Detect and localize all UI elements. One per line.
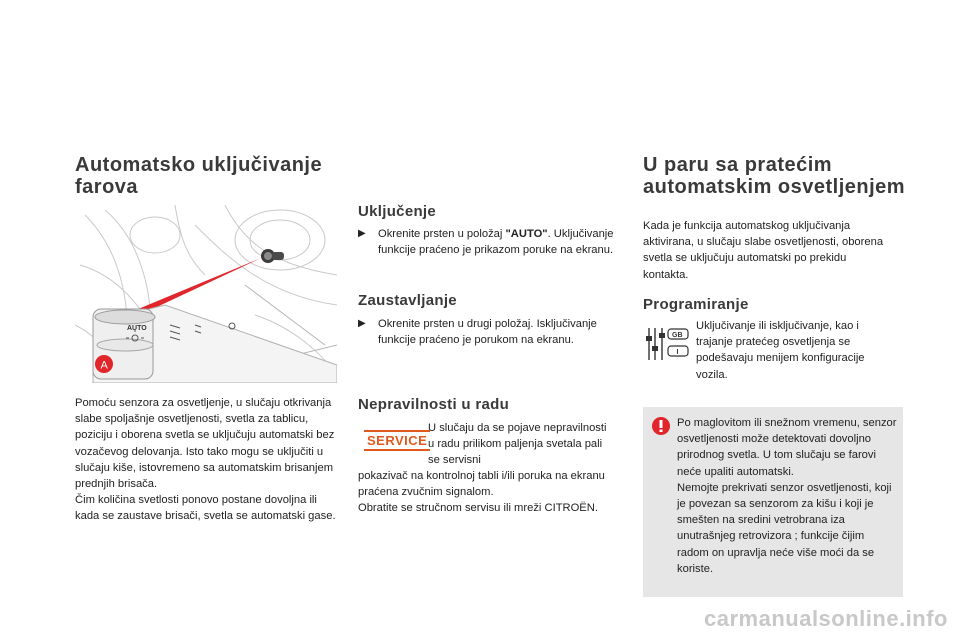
- follow-me-intro: Kada je funkcija automatskog uključivanja aktivirana, u slučaju slabe osvetljenosti, oborena svetla se uključuju automatski po prekidu kontakta.: [643, 220, 884, 281]
- light-stalk-illustration: [75, 205, 337, 383]
- deactivation-step: [358, 316, 620, 348]
- auto-paragraph-1: Pomoću senzora za osvetljenje, u slučaju otkrivanja slabe spoljašnje osvetljenosti, svetla za tablicu, poziciju i oborena svetla se uključuju automatski bez vozačevog delovanja. Isto tako mogu se uključiti u slučaju kiše, istovremeno sa automatskim brisanjem prednjih brisača.: [75, 397, 335, 491]
- callout-a-label: A: [100, 359, 108, 372]
- malfunction-text-2: pokazivač na kontrolnoj tabli i/ili poruka na ekranu praćena zvučnim signalom.: [358, 470, 605, 499]
- activation-step: [358, 226, 620, 258]
- warning-note-2: Nemojte prekrivati senzor osvetljenosti, koji je povezan sa senzorom za kišu i koji je smešten na sredini vetrobrana iza unutrašnjeg retrovizora ; funkcije čijim radom on upravlja neće više moći da se koriste.: [677, 481, 892, 575]
- malfunction-text-3: Obratite se stručnom servisu ili mreži CITROËN.: [358, 502, 598, 514]
- section-title-deactivation: Zaustavljanje: [358, 292, 457, 309]
- icon-i-label: I: [676, 349, 679, 356]
- auto-description: [75, 395, 343, 525]
- icon-gb-label: GB: [672, 332, 683, 339]
- activation-text: Okrenite prsten u položaj "AUTO". Uključivanje funkcije praćeno je prikazom poruke na ekranu.: [378, 228, 614, 257]
- section-title-activation: Uključenje: [358, 203, 437, 220]
- malfunction-text-1: U slučaju da se pojave nepravilnosti u radu prilikom paljenja svetala pali se servisni: [428, 422, 607, 467]
- section-title-programming: Programiranje: [643, 296, 749, 313]
- service-label: SERVICE: [364, 430, 430, 451]
- bullet-icon: ▶: [358, 228, 366, 239]
- section-title-follow-me-home: U paru sa pratećim automatskim osvetljenjem: [643, 154, 906, 198]
- auto-label: AUTO: [127, 325, 147, 332]
- service-warning-icon: [364, 432, 430, 450]
- section-title-auto-headlights: Automatsko uključivanje farova: [75, 154, 323, 198]
- deactivation-text: Okrenite prsten u drugi položaj. Isključivanje funkcije praćeno je porukom na ekranu.: [378, 318, 597, 347]
- configuration-menu-icon: [645, 326, 690, 362]
- warning-note-box: [643, 407, 903, 597]
- section-title-malfunction: Nepravilnosti u radu: [358, 396, 510, 413]
- bullet-icon: ▶: [358, 318, 366, 329]
- warning-icon: [651, 416, 671, 436]
- warning-note-1: Po maglovitom ili snežnom vremenu, senzor osvetljenosti može detektovati dovoljno prirodnog svetla. U tom slučaju se farovi neće upaliti automatski.: [677, 417, 897, 478]
- warning-note-text: [677, 415, 897, 577]
- auto-paragraph-2: Čim količina svetlosti ponovo postane dovoljna ili kada se zaustave brisači, svetla se automatski gase.: [75, 494, 336, 523]
- programming-text: Uključivanje ili isključivanje, kao i trajanje pratećeg osvetljenja se podešavaju menijem konfiguracije vozila.: [696, 320, 865, 381]
- watermark-text: carmanualsonline.info: [704, 606, 948, 631]
